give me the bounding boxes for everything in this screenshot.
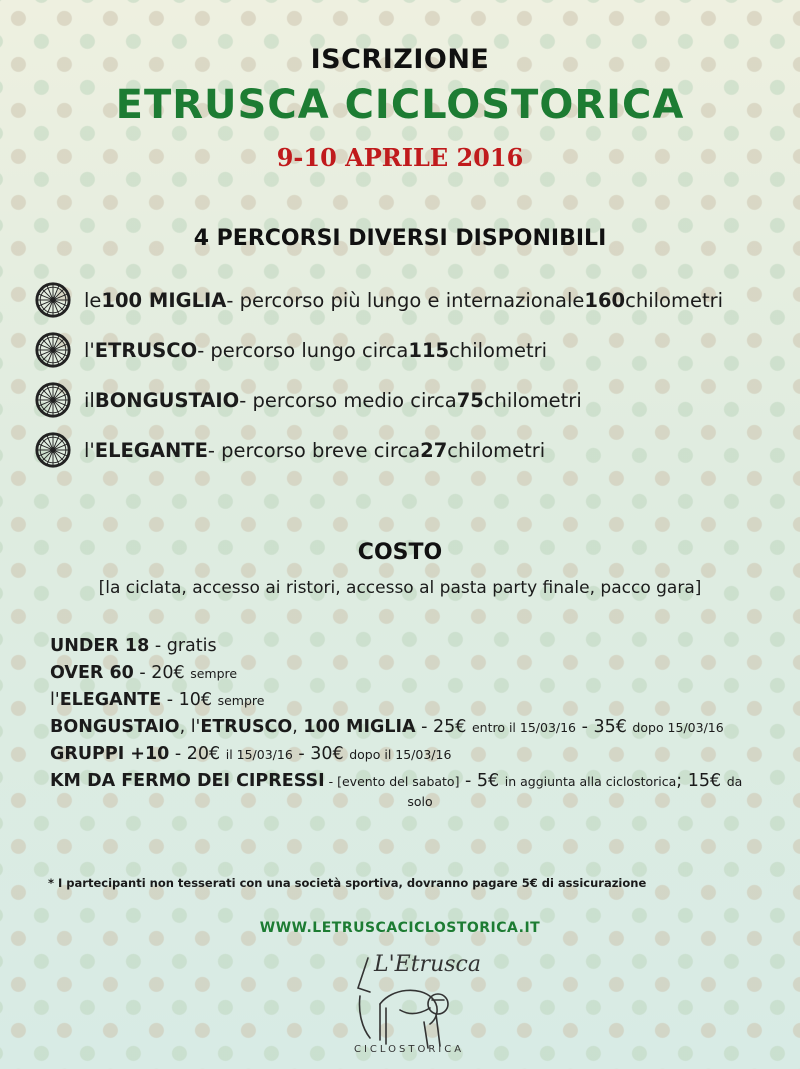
route-name: ELEGANTE <box>94 438 208 462</box>
price-label: KM DA FERMO DEI CIPRESSI <box>50 771 325 791</box>
route-prefix: l' <box>84 338 95 362</box>
route-desc: - percorso breve circa <box>207 438 421 462</box>
price-km-da-fermo <box>50 771 790 812</box>
route-name: ETRUSCO <box>94 338 198 362</box>
header-event-name: ETRUSCA CICLOSTORICA <box>115 82 685 128</box>
route-item-elegante <box>34 425 800 475</box>
routes-list <box>34 275 800 475</box>
route-desc: - percorso più lungo e internazionale <box>226 288 585 312</box>
price-label: GRUPPI +10 <box>50 744 170 764</box>
price-value: - 5€ <box>459 771 505 791</box>
price-value: - 20€ <box>133 663 191 683</box>
bicycle-wheel-icon <box>34 281 72 319</box>
price-note: - [evento del sabato] <box>324 774 460 789</box>
price-note: entro il 15/03/16 <box>471 720 577 735</box>
route-km: 27 <box>420 438 448 462</box>
price-label: OVER 60 <box>50 663 134 683</box>
bicycle-wheel-icon <box>34 331 72 369</box>
price-bongustaio-etrusco-100-miglia <box>50 717 790 737</box>
price-note: da <box>726 774 743 789</box>
insurance-note: * I partecipanti non tesserati con una società sportiva, dovranno pagare 5€ di assicurazione <box>48 876 647 890</box>
header-iscrizione: ISCRIZIONE <box>310 44 490 75</box>
route-unit: chilometri <box>449 338 548 362</box>
routes-title: 4 PERCORSI DIVERSI DISPONIBILI <box>193 226 607 251</box>
price-label: ETRUSCO <box>200 717 293 737</box>
price-note: il 15/03/16 <box>225 747 293 762</box>
price-label: BONGUSTAIO <box>50 717 180 737</box>
price-value: - 10€ <box>161 690 218 710</box>
price-label: UNDER 18 <box>50 636 150 656</box>
costo-title: COSTO <box>357 540 443 565</box>
price-note: dopo 15/03/16 <box>632 720 724 735</box>
logo-name: L'Etrusca <box>374 952 481 977</box>
route-item-etrusco <box>34 325 800 375</box>
costo-subtitle: [la ciclata, accesso ai ristori, accesso al pasta party finale, pacco gara] <box>98 578 702 598</box>
price-note: sempre <box>217 693 265 708</box>
price-note: in aggiunta alla ciclostorica <box>504 774 677 789</box>
price-value: - 25€ <box>415 717 472 737</box>
price-label: 100 MIGLIA <box>303 717 416 737</box>
price-over-60 <box>50 663 790 683</box>
route-prefix: il <box>84 388 95 412</box>
price-elegante <box>50 690 790 710</box>
route-desc: - percorso medio circa <box>239 388 457 412</box>
route-km: 160 <box>584 288 626 312</box>
price-value: - 30€ <box>292 744 350 764</box>
website-link[interactable]: WWW.LETRUSCACICLOSTORICA.IT <box>259 920 541 936</box>
price-sep: , <box>292 717 304 737</box>
price-under-18 <box>50 636 790 656</box>
route-item-100-miglia <box>34 275 800 325</box>
route-unit: chilometri <box>483 388 582 412</box>
price-gruppi <box>50 744 790 764</box>
price-note: dopo il 15/03/16 <box>349 747 452 762</box>
price-prefix: l' <box>50 690 60 710</box>
price-list <box>50 636 790 819</box>
header-date: 9-10 APRILE 2016 <box>276 143 524 172</box>
price-value: - gratis <box>149 636 217 656</box>
price-value: - 20€ <box>169 744 226 764</box>
price-note: sempre <box>190 666 238 681</box>
route-unit: chilometri <box>447 438 546 462</box>
route-prefix: l' <box>84 438 95 462</box>
bicycle-wheel-icon <box>34 381 72 419</box>
price-value: - 35€ <box>576 717 633 737</box>
price-note: solo <box>407 794 433 809</box>
route-unit: chilometri <box>625 288 724 312</box>
route-km: 115 <box>408 338 450 362</box>
route-item-bongustaio <box>34 375 800 425</box>
route-name: 100 MIGLIA <box>101 288 227 312</box>
route-prefix: le <box>84 288 102 312</box>
logo-subtitle: CICLOSTORICA <box>354 1044 465 1055</box>
route-desc: - percorso lungo circa <box>197 338 409 362</box>
price-label: ELEGANTE <box>59 690 162 710</box>
route-name: BONGUSTAIO <box>94 388 240 412</box>
price-sep: , l' <box>179 717 201 737</box>
route-km: 75 <box>456 388 484 412</box>
price-value: ; 15€ <box>676 771 727 791</box>
bicycle-wheel-icon <box>34 431 72 469</box>
